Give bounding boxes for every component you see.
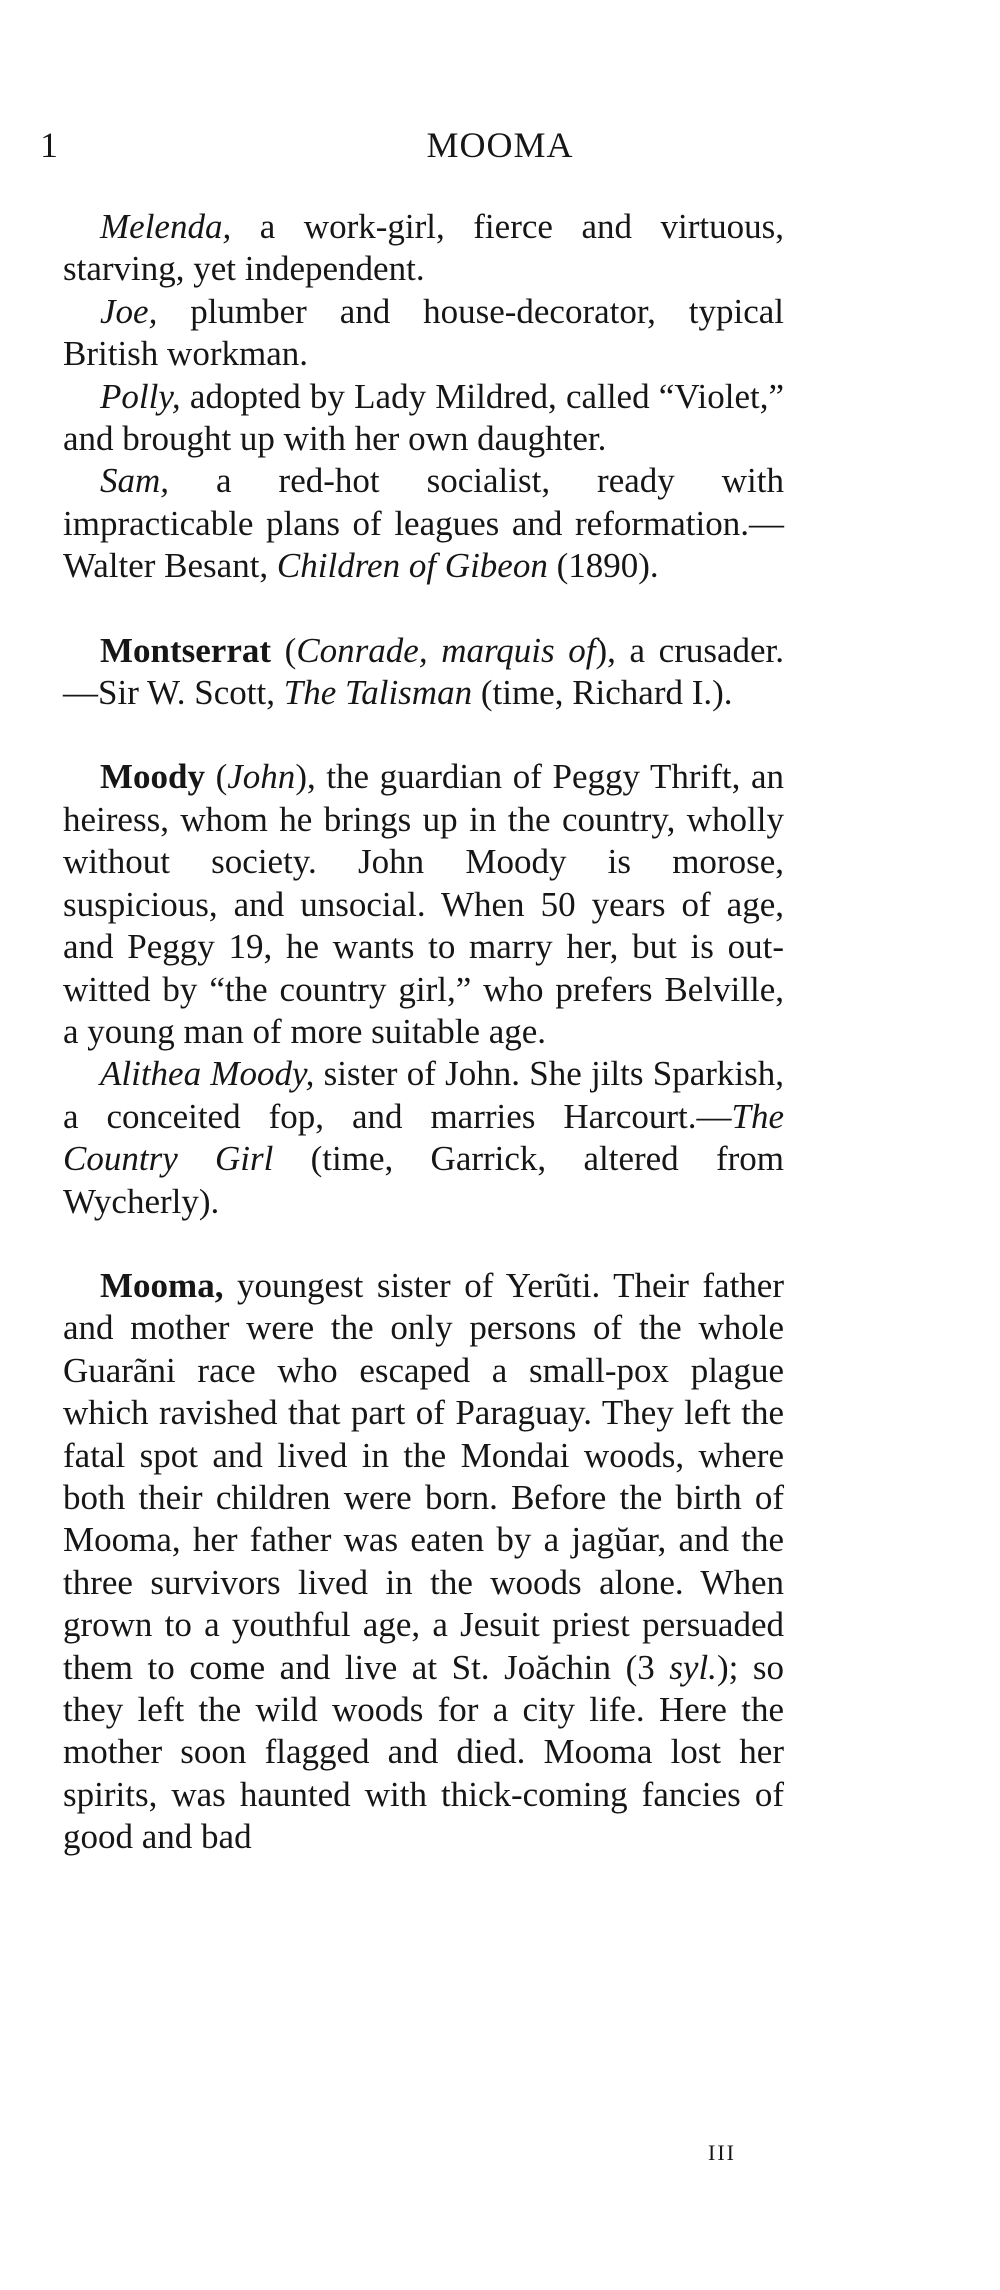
paren-open: ( <box>205 757 228 797</box>
entry-montserrat <box>63 630 784 715</box>
entry-text: a red-hot socialist, ready with impracticable plans of leagues and reformation.—Walter Besant, <box>63 461 784 586</box>
entry-text: plumber and house-decorator, typical British workman. <box>63 291 784 374</box>
entry-tail: (time, Richard I.). <box>472 673 733 713</box>
page-number: 1 <box>40 125 58 165</box>
entry-alithea <box>63 1053 784 1223</box>
character-name: Joe, <box>100 291 158 331</box>
paren-open: ( <box>271 630 297 670</box>
work-title: Children of Gibeon <box>276 546 548 586</box>
signature-mark: III <box>708 2140 736 2165</box>
entry-text: sister of John. She jilts Sparkish, a conceited fop, and marries Harcourt.— <box>63 1054 784 1136</box>
character-name: Polly, <box>100 376 181 416</box>
entry-separator <box>63 1223 784 1265</box>
entry-text-continued: ); so they left the wild woods for a city life. Here the mother soon flagged and died. Mooma lost her spirits, was haunted with thick-coming fancies of good and bad <box>63 1647 784 1857</box>
page-body <box>63 206 784 1859</box>
entry-text: youngest sister of Yerũti. Their father and mother were the only persons of the whole Guarãni race who escaped a small-pox plague which ravished that part of Paraguay. They left the fatal spot and lived in the Mondai woods, where both their children were born. Before the birth of Mooma, her father was eaten by a jagŭar, and the three survivors lived in the woods alone. When grown to a youthful age, a Jesuit priest persuaded them to come and live at St. Joăchin (3 <box>63 1265 784 1687</box>
alternate-name: Conrade, marquis of <box>296 630 596 670</box>
work-title: The Country Girl <box>63 1096 784 1179</box>
entry-text: ), a crusader.—Sir W. Scott, <box>63 630 785 713</box>
alternate-name: John <box>227 757 296 797</box>
entry-text: adopted by Lady Mildred, called “Violet,” and brought up with her own daughter. <box>63 376 784 459</box>
entry-moody <box>63 756 784 1053</box>
headword: Montserrat <box>100 630 272 670</box>
work-title: The Talisman <box>283 673 473 713</box>
character-name: Alithea Moody, <box>100 1054 315 1094</box>
entry-joe <box>63 291 784 376</box>
abbreviation: syl. <box>669 1647 717 1687</box>
character-name: Sam, <box>100 461 170 501</box>
headword: Moody <box>100 757 205 797</box>
entry-tail: (time, Garrick, altered from Wycherly). <box>63 1139 784 1221</box>
page-header <box>0 124 1000 184</box>
character-name: Melenda, <box>100 207 232 246</box>
entry-text: a work-girl, fierce and virtuous, starving, yet independent. <box>63 207 784 289</box>
entry-mooma <box>63 1265 784 1859</box>
running-title: MOOMA <box>426 125 574 165</box>
entry-sam <box>63 460 784 587</box>
entry-tail: (1890). <box>547 546 659 586</box>
entry-text: ), the guardian of Peggy Thrift, an heiress, whom he brings up in the country, wholly without society. John Moody is morose, suspicious, and unsocial. When 50 years of age, and Peggy 19, he wants to marry her, but is out-witted by “the country girl,” who prefers Belville, a young man of more suitable age. <box>63 757 785 1051</box>
entry-separator <box>63 588 784 630</box>
headword: Mooma, <box>100 1265 224 1305</box>
entry-polly <box>63 376 784 461</box>
entry-separator <box>63 714 784 756</box>
entry-melenda <box>63 206 784 291</box>
